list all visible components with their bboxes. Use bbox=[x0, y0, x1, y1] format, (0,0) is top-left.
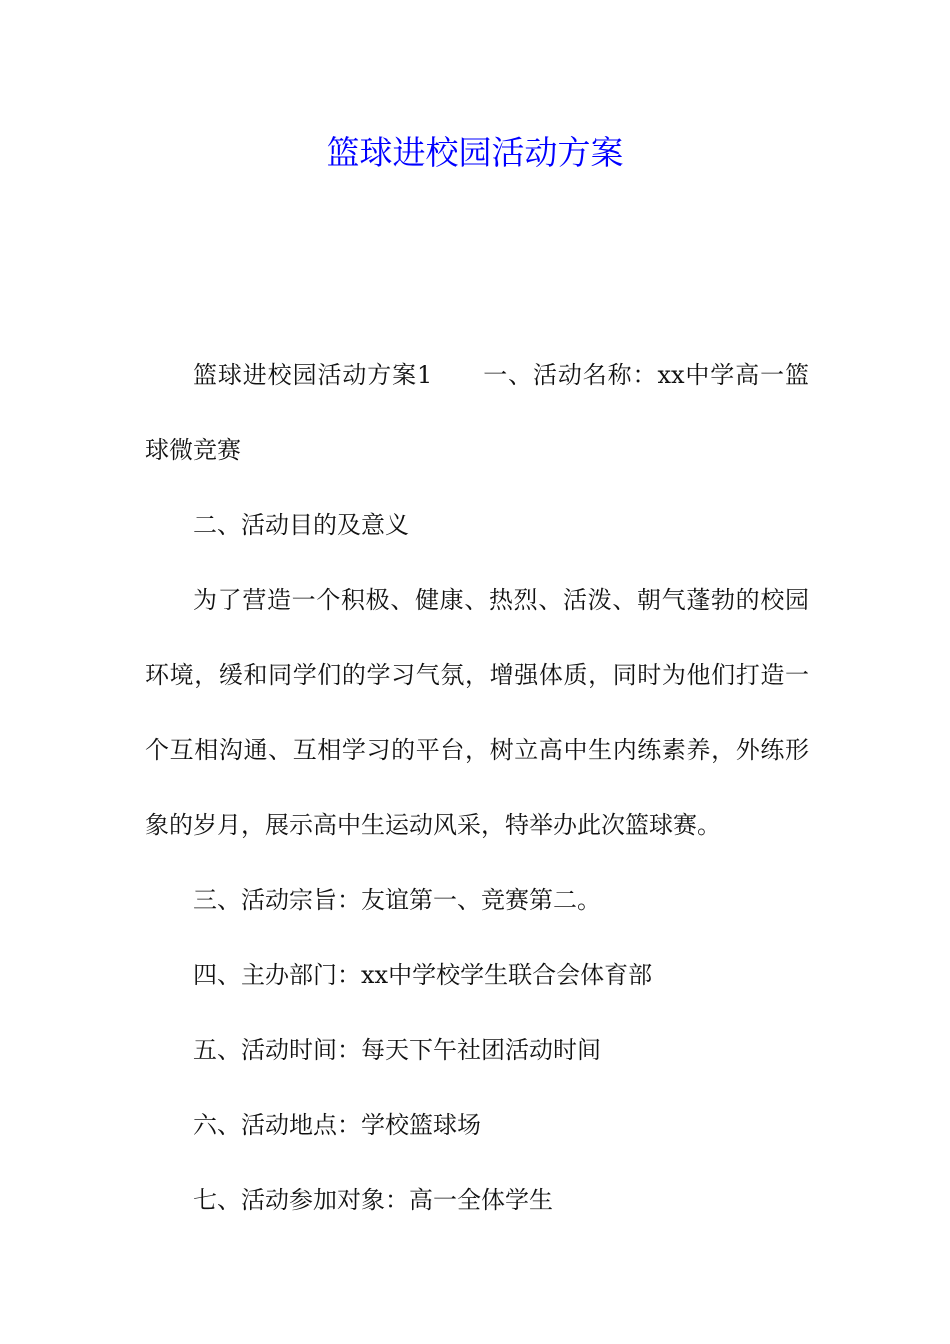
paragraph-activity-name bbox=[145, 338, 809, 488]
paragraph-organizer: 四、主办部门：xx中学校学生联合会体育部 bbox=[193, 961, 653, 989]
document-body bbox=[145, 338, 809, 1238]
paragraph-purpose-heading: 二、活动目的及意义 bbox=[193, 511, 409, 539]
paragraph-purpose-body: 为了营造一个积极、健康、热烈、活泼、朝气蓬勃的校园环境，缓和同学们的学习气氛，增强体质，同时为他们打造一个互相沟通、互相学习的平台，树立高中生内练素养，外练形象的岁月，展示高中生运动风采，特举办此次篮球赛。 bbox=[145, 586, 809, 839]
document-title: 篮球进校园活动方案 bbox=[326, 133, 624, 172]
paragraph-text: 一、活动名称：xx中学高一篮球微竞赛 bbox=[145, 361, 809, 464]
paragraph-tenet: 三、活动宗旨：友谊第一、竞赛第二。 bbox=[193, 886, 601, 914]
paragraph-time: 五、活动时间：每天下午社团活动时间 bbox=[193, 1036, 601, 1064]
section-heading: 篮球进校园活动方案1 bbox=[193, 361, 433, 389]
paragraph-participants: 七、活动参加对象：高一全体学生 bbox=[193, 1186, 553, 1214]
paragraph-location: 六、活动地点：学校篮球场 bbox=[193, 1111, 481, 1139]
